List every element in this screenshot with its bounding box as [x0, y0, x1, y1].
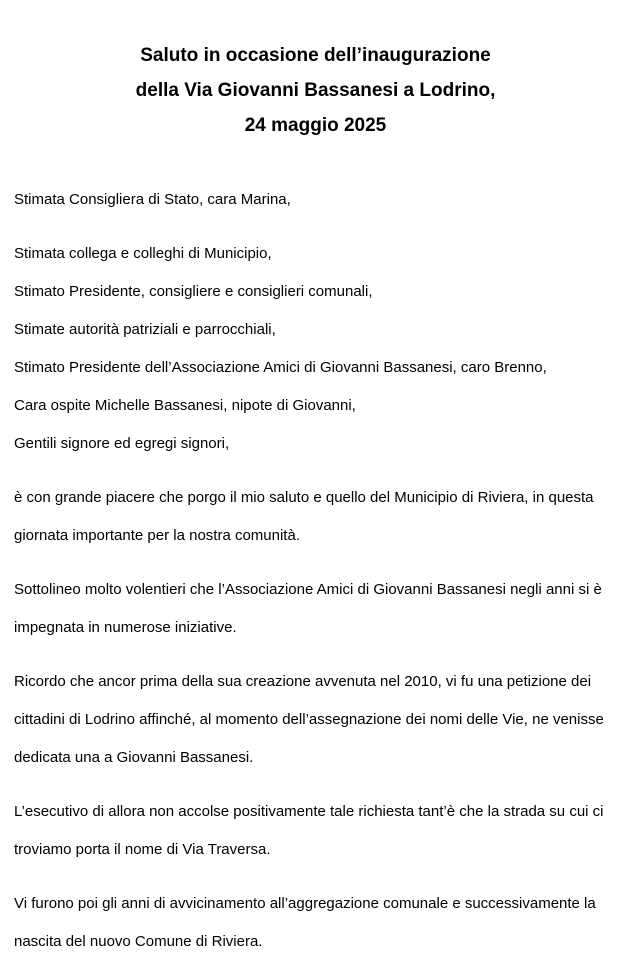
- greeting-line: Stimate autorità patriziali e parrocchiali,: [14, 321, 276, 338]
- title-line-1: Saluto in occasione dell’inaugurazione: [140, 45, 491, 66]
- paragraph-line: L’esecutivo di allora non accolse positivamente tale richiesta tant’è che la strada su cui ci: [14, 803, 604, 820]
- greeting-line: Stimato Presidente dell’Associazione Amici di Giovanni Bassanesi, caro Brenno,: [14, 359, 547, 376]
- paragraph-line: impegnata in numerose iniziative.: [14, 619, 237, 636]
- paragraph-line: troviamo porta il nome di Via Traversa.: [14, 841, 271, 858]
- paragraph-line: cittadini di Lodrino affinché, al momento dell’assegnazione dei nomi delle Vie, ne venisse: [14, 711, 604, 728]
- paragraph-line: Sottolineo molto volentieri che l’Associazione Amici di Giovanni Bassanesi negli anni si è: [14, 581, 602, 598]
- greeting-line: Stimato Presidente, consigliere e consiglieri comunali,: [14, 283, 373, 300]
- document-body: [14, 186, 619, 966]
- paragraph: [14, 576, 619, 652]
- greeting-line: Gentili signore ed egregi signori,: [14, 435, 230, 452]
- greeting-line: Stimata collega e colleghi di Municipio,: [14, 245, 272, 262]
- paragraph-line: nascita del nuovo Comune di Riviera.: [14, 933, 263, 950]
- greeting-line: Stimata Consigliera di Stato, cara Marina,: [14, 191, 291, 208]
- paragraph-line: giornata importante per la nostra comunità.: [14, 527, 300, 544]
- greeting-line: Cara ospite Michelle Bassanesi, nipote di Giovanni,: [14, 397, 356, 414]
- title-line-3: 24 maggio 2025: [244, 115, 387, 136]
- paragraph-line: dedicata una a Giovanni Bassanesi.: [14, 749, 254, 766]
- document-title: [0, 38, 631, 143]
- paragraph: [14, 484, 619, 560]
- title-line-2: della Via Giovanni Bassanesi a Lodrino,: [135, 80, 496, 101]
- paragraph-line: Vi furono poi gli anni di avvicinamento all’aggregazione comunale e successivamente la: [14, 895, 596, 912]
- paragraph-line: è con grande piacere che porgo il mio saluto e quello del Municipio di Riviera, in questa: [14, 489, 594, 506]
- paragraph: [14, 798, 619, 874]
- paragraph: [14, 668, 619, 782]
- paragraph-line: Ricordo che ancor prima della sua creazione avvenuta nel 2010, vi fu una petizione dei: [14, 673, 592, 690]
- paragraph: [14, 890, 619, 966]
